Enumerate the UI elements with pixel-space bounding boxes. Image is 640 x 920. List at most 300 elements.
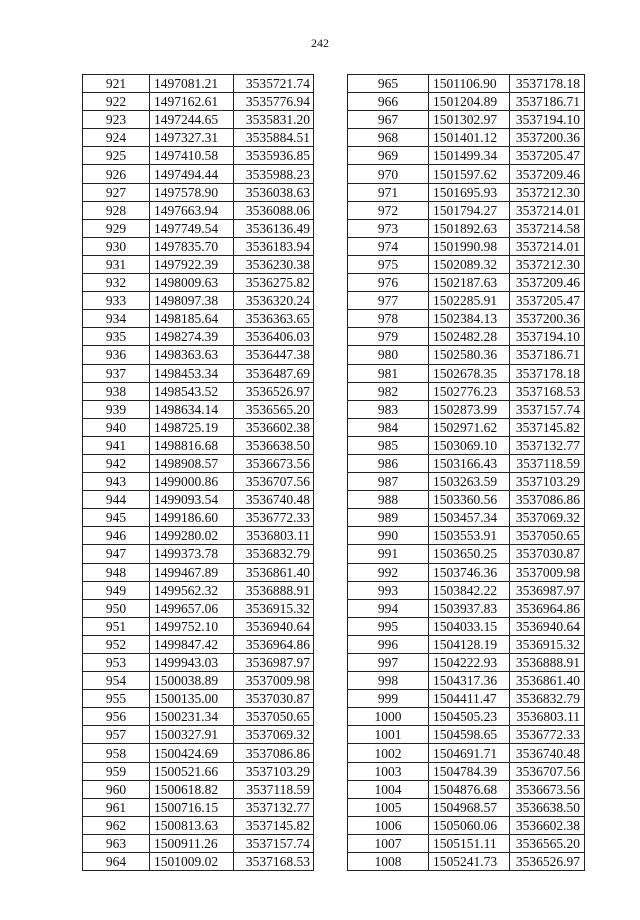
table-row xyxy=(348,219,585,237)
y-coordinate-cell: 3536673.56 xyxy=(234,454,314,472)
x-coordinate-cell: 1498634.14 xyxy=(150,400,234,418)
table-row xyxy=(348,237,585,255)
point-number-cell: 963 xyxy=(83,834,150,852)
x-coordinate-cell: 1498363.63 xyxy=(150,346,234,364)
x-coordinate-cell: 1498816.68 xyxy=(150,436,234,454)
y-coordinate-cell: 3537050.65 xyxy=(510,527,585,545)
point-number-cell: 1002 xyxy=(348,744,429,762)
point-number-cell: 996 xyxy=(348,635,429,653)
table-row xyxy=(348,690,585,708)
y-coordinate-cell: 3536183.94 xyxy=(234,237,314,255)
y-coordinate-cell: 3536707.56 xyxy=(234,473,314,491)
table-row xyxy=(83,581,314,599)
table-row xyxy=(83,527,314,545)
point-number-cell: 975 xyxy=(348,255,429,273)
point-number-cell: 997 xyxy=(348,654,429,672)
x-coordinate-cell: 1497835.70 xyxy=(150,237,234,255)
x-coordinate-cell: 1498908.57 xyxy=(150,454,234,472)
x-coordinate-cell: 1505060.06 xyxy=(429,816,510,834)
point-number-cell: 992 xyxy=(348,563,429,581)
point-number-cell: 949 xyxy=(83,581,150,599)
x-coordinate-cell: 1499186.60 xyxy=(150,509,234,527)
y-coordinate-cell: 3537069.32 xyxy=(234,726,314,744)
x-coordinate-cell: 1502285.91 xyxy=(429,292,510,310)
table-row xyxy=(83,454,314,472)
point-number-cell: 973 xyxy=(348,219,429,237)
page-number: 242 xyxy=(311,36,329,50)
x-coordinate-cell: 1502187.63 xyxy=(429,274,510,292)
point-number-cell: 948 xyxy=(83,563,150,581)
y-coordinate-cell: 3537086.86 xyxy=(234,744,314,762)
x-coordinate-cell: 1504598.65 xyxy=(429,726,510,744)
x-coordinate-cell: 1500231.34 xyxy=(150,708,234,726)
x-coordinate-cell: 1503746.36 xyxy=(429,563,510,581)
table-row xyxy=(83,545,314,563)
y-coordinate-cell: 3536447.38 xyxy=(234,346,314,364)
x-coordinate-cell: 1499943.03 xyxy=(150,654,234,672)
table-row xyxy=(83,129,314,147)
y-coordinate-cell: 3537194.10 xyxy=(510,111,585,129)
x-coordinate-cell: 1501204.89 xyxy=(429,93,510,111)
table-row xyxy=(83,690,314,708)
table-row xyxy=(83,509,314,527)
x-coordinate-cell: 1500813.63 xyxy=(150,816,234,834)
table-row xyxy=(348,418,585,436)
point-number-cell: 1000 xyxy=(348,708,429,726)
point-number-cell: 1003 xyxy=(348,762,429,780)
x-coordinate-cell: 1497749.54 xyxy=(150,219,234,237)
table-row xyxy=(348,129,585,147)
point-number-cell: 952 xyxy=(83,635,150,653)
point-number-cell: 946 xyxy=(83,527,150,545)
x-coordinate-cell: 1503166.43 xyxy=(429,454,510,472)
x-coordinate-cell: 1497922.39 xyxy=(150,255,234,273)
x-coordinate-cell: 1504317.36 xyxy=(429,672,510,690)
table-row xyxy=(83,364,314,382)
y-coordinate-cell: 3536940.64 xyxy=(234,617,314,635)
y-coordinate-cell: 3537050.65 xyxy=(234,708,314,726)
table-row xyxy=(348,798,585,816)
x-coordinate-cell: 1504222.93 xyxy=(429,654,510,672)
x-coordinate-cell: 1505151.11 xyxy=(429,834,510,852)
x-coordinate-cell: 1500135.00 xyxy=(150,690,234,708)
point-number-cell: 994 xyxy=(348,599,429,617)
point-number-cell: 989 xyxy=(348,509,429,527)
point-number-cell: 968 xyxy=(348,129,429,147)
point-number-cell: 945 xyxy=(83,509,150,527)
y-coordinate-cell: 3536406.03 xyxy=(234,328,314,346)
y-coordinate-cell: 3536803.11 xyxy=(510,708,585,726)
x-coordinate-cell: 1499093.54 xyxy=(150,491,234,509)
table-row xyxy=(348,454,585,472)
point-number-cell: 1004 xyxy=(348,780,429,798)
x-coordinate-cell: 1500618.82 xyxy=(150,780,234,798)
point-number-cell: 950 xyxy=(83,599,150,617)
x-coordinate-cell: 1503360.56 xyxy=(429,491,510,509)
y-coordinate-cell: 3536772.33 xyxy=(234,509,314,527)
point-number-cell: 995 xyxy=(348,617,429,635)
point-number-cell: 930 xyxy=(83,237,150,255)
y-coordinate-cell: 3537103.29 xyxy=(510,473,585,491)
table-row xyxy=(83,563,314,581)
point-number-cell: 1008 xyxy=(348,853,429,871)
y-coordinate-cell: 3536964.86 xyxy=(234,635,314,653)
x-coordinate-cell: 1502678.35 xyxy=(429,364,510,382)
point-number-cell: 981 xyxy=(348,364,429,382)
x-coordinate-cell: 1501401.12 xyxy=(429,129,510,147)
x-coordinate-cell: 1497578.90 xyxy=(150,183,234,201)
table-row xyxy=(348,581,585,599)
y-coordinate-cell: 3536888.91 xyxy=(510,654,585,672)
y-coordinate-cell: 3537200.36 xyxy=(510,310,585,328)
table-row xyxy=(348,617,585,635)
table-row xyxy=(348,75,585,93)
y-coordinate-cell: 3536136.49 xyxy=(234,219,314,237)
y-coordinate-cell: 3536487.69 xyxy=(234,364,314,382)
y-coordinate-cell: 3536987.97 xyxy=(234,654,314,672)
x-coordinate-cell: 1499373.78 xyxy=(150,545,234,563)
table-row xyxy=(83,93,314,111)
x-coordinate-cell: 1498725.19 xyxy=(150,418,234,436)
point-number-cell: 998 xyxy=(348,672,429,690)
table-row xyxy=(348,201,585,219)
y-coordinate-cell: 3537205.47 xyxy=(510,292,585,310)
point-number-cell: 944 xyxy=(83,491,150,509)
point-number-cell: 993 xyxy=(348,581,429,599)
point-number-cell: 933 xyxy=(83,292,150,310)
y-coordinate-cell: 3537186.71 xyxy=(510,93,585,111)
x-coordinate-cell: 1503457.34 xyxy=(429,509,510,527)
x-coordinate-cell: 1504128.19 xyxy=(429,635,510,653)
point-number-cell: 970 xyxy=(348,165,429,183)
table-row xyxy=(348,527,585,545)
y-coordinate-cell: 3537118.59 xyxy=(234,780,314,798)
y-coordinate-cell: 3536088.06 xyxy=(234,201,314,219)
point-number-cell: 982 xyxy=(348,382,429,400)
table-row xyxy=(83,292,314,310)
y-coordinate-cell: 3537069.32 xyxy=(510,509,585,527)
point-number-cell: 928 xyxy=(83,201,150,219)
point-number-cell: 986 xyxy=(348,454,429,472)
x-coordinate-cell: 1503263.59 xyxy=(429,473,510,491)
x-coordinate-cell: 1499752.10 xyxy=(150,617,234,635)
coordinate-table-right-body xyxy=(348,75,585,871)
point-number-cell: 936 xyxy=(83,346,150,364)
coordinate-table-right xyxy=(347,74,585,871)
x-coordinate-cell: 1499467.89 xyxy=(150,563,234,581)
point-number-cell: 978 xyxy=(348,310,429,328)
y-coordinate-cell: 3537186.71 xyxy=(510,346,585,364)
table-row xyxy=(83,75,314,93)
point-number-cell: 943 xyxy=(83,473,150,491)
y-coordinate-cell: 3536861.40 xyxy=(510,672,585,690)
x-coordinate-cell: 1497162.61 xyxy=(150,93,234,111)
y-coordinate-cell: 3537209.46 xyxy=(510,274,585,292)
table-row xyxy=(348,654,585,672)
x-coordinate-cell: 1501009.02 xyxy=(150,853,234,871)
table-row xyxy=(83,672,314,690)
y-coordinate-cell: 3536038.63 xyxy=(234,183,314,201)
point-number-cell: 959 xyxy=(83,762,150,780)
x-coordinate-cell: 1498453.34 xyxy=(150,364,234,382)
table-row xyxy=(83,654,314,672)
x-coordinate-cell: 1502873.99 xyxy=(429,400,510,418)
y-coordinate-cell: 3537209.46 xyxy=(510,165,585,183)
y-coordinate-cell: 3537178.18 xyxy=(510,75,585,93)
x-coordinate-cell: 1502776.23 xyxy=(429,382,510,400)
point-number-cell: 988 xyxy=(348,491,429,509)
x-coordinate-cell: 1499562.32 xyxy=(150,581,234,599)
y-coordinate-cell: 3536707.56 xyxy=(510,762,585,780)
x-coordinate-cell: 1501499.34 xyxy=(429,147,510,165)
x-coordinate-cell: 1503842.22 xyxy=(429,581,510,599)
point-number-cell: 957 xyxy=(83,726,150,744)
y-coordinate-cell: 3537118.59 xyxy=(510,454,585,472)
table-row xyxy=(348,635,585,653)
table-row xyxy=(83,617,314,635)
x-coordinate-cell: 1498009.63 xyxy=(150,274,234,292)
point-number-cell: 954 xyxy=(83,672,150,690)
point-number-cell: 942 xyxy=(83,454,150,472)
y-coordinate-cell: 3537205.47 xyxy=(510,147,585,165)
point-number-cell: 987 xyxy=(348,473,429,491)
table-row xyxy=(83,744,314,762)
x-coordinate-cell: 1503553.91 xyxy=(429,527,510,545)
x-coordinate-cell: 1501892.63 xyxy=(429,219,510,237)
y-coordinate-cell: 3537212.30 xyxy=(510,183,585,201)
point-number-cell: 977 xyxy=(348,292,429,310)
table-row xyxy=(348,509,585,527)
y-coordinate-cell: 3536673.56 xyxy=(510,780,585,798)
table-row xyxy=(83,310,314,328)
table-row xyxy=(83,237,314,255)
point-number-cell: 979 xyxy=(348,328,429,346)
point-number-cell: 980 xyxy=(348,346,429,364)
y-coordinate-cell: 3537132.77 xyxy=(510,436,585,454)
table-row xyxy=(83,473,314,491)
y-coordinate-cell: 3536565.20 xyxy=(510,834,585,852)
point-number-cell: 940 xyxy=(83,418,150,436)
y-coordinate-cell: 3537200.36 xyxy=(510,129,585,147)
y-coordinate-cell: 3536987.97 xyxy=(510,581,585,599)
x-coordinate-cell: 1499657.06 xyxy=(150,599,234,617)
x-coordinate-cell: 1499280.02 xyxy=(150,527,234,545)
point-number-cell: 927 xyxy=(83,183,150,201)
table-row xyxy=(348,563,585,581)
x-coordinate-cell: 1498274.39 xyxy=(150,328,234,346)
table-row xyxy=(83,418,314,436)
table-row xyxy=(83,599,314,617)
point-number-cell: 985 xyxy=(348,436,429,454)
table-row xyxy=(348,545,585,563)
x-coordinate-cell: 1498543.52 xyxy=(150,382,234,400)
point-number-cell: 929 xyxy=(83,219,150,237)
table-row xyxy=(348,762,585,780)
coordinate-table-left xyxy=(82,74,314,871)
x-coordinate-cell: 1500327.91 xyxy=(150,726,234,744)
table-row xyxy=(348,436,585,454)
point-number-cell: 958 xyxy=(83,744,150,762)
x-coordinate-cell: 1500424.69 xyxy=(150,744,234,762)
y-coordinate-cell: 3537030.87 xyxy=(510,545,585,563)
point-number-cell: 1001 xyxy=(348,726,429,744)
y-coordinate-cell: 3536832.79 xyxy=(510,690,585,708)
table-row xyxy=(348,147,585,165)
x-coordinate-cell: 1499000.86 xyxy=(150,473,234,491)
x-coordinate-cell: 1502580.36 xyxy=(429,346,510,364)
table-row xyxy=(83,798,314,816)
x-coordinate-cell: 1502971.62 xyxy=(429,418,510,436)
table-row xyxy=(348,816,585,834)
point-number-cell: 956 xyxy=(83,708,150,726)
y-coordinate-cell: 3535721.74 xyxy=(234,75,314,93)
point-number-cell: 955 xyxy=(83,690,150,708)
table-row xyxy=(348,726,585,744)
table-row xyxy=(348,708,585,726)
table-row xyxy=(348,274,585,292)
table-row xyxy=(83,780,314,798)
table-row xyxy=(83,219,314,237)
point-number-cell: 953 xyxy=(83,654,150,672)
table-row xyxy=(83,147,314,165)
y-coordinate-cell: 3537009.98 xyxy=(510,563,585,581)
point-number-cell: 971 xyxy=(348,183,429,201)
y-coordinate-cell: 3536888.91 xyxy=(234,581,314,599)
point-number-cell: 965 xyxy=(348,75,429,93)
y-coordinate-cell: 3537178.18 xyxy=(510,364,585,382)
table-row xyxy=(83,255,314,273)
x-coordinate-cell: 1504876.68 xyxy=(429,780,510,798)
point-number-cell: 937 xyxy=(83,364,150,382)
table-row xyxy=(348,834,585,852)
point-number-cell: 923 xyxy=(83,111,150,129)
x-coordinate-cell: 1499847.42 xyxy=(150,635,234,653)
x-coordinate-cell: 1497244.65 xyxy=(150,111,234,129)
x-coordinate-cell: 1504505.23 xyxy=(429,708,510,726)
table-row xyxy=(83,853,314,871)
y-coordinate-cell: 3537214.01 xyxy=(510,201,585,219)
x-coordinate-cell: 1501106.90 xyxy=(429,75,510,93)
y-coordinate-cell: 3537168.53 xyxy=(510,382,585,400)
point-number-cell: 922 xyxy=(83,93,150,111)
y-coordinate-cell: 3536740.48 xyxy=(234,491,314,509)
point-number-cell: 938 xyxy=(83,382,150,400)
table-row xyxy=(348,255,585,273)
x-coordinate-cell: 1497327.31 xyxy=(150,129,234,147)
y-coordinate-cell: 3536638.50 xyxy=(510,798,585,816)
y-coordinate-cell: 3537194.10 xyxy=(510,328,585,346)
point-number-cell: 990 xyxy=(348,527,429,545)
point-number-cell: 931 xyxy=(83,255,150,273)
y-coordinate-cell: 3536861.40 xyxy=(234,563,314,581)
table-row xyxy=(348,364,585,382)
x-coordinate-cell: 1503069.10 xyxy=(429,436,510,454)
x-coordinate-cell: 1504033.15 xyxy=(429,617,510,635)
table-row xyxy=(348,853,585,871)
x-coordinate-cell: 1500521.66 xyxy=(150,762,234,780)
table-row xyxy=(83,274,314,292)
y-coordinate-cell: 3536230.38 xyxy=(234,255,314,273)
table-row xyxy=(348,346,585,364)
y-coordinate-cell: 3537168.53 xyxy=(234,853,314,871)
x-coordinate-cell: 1497494.44 xyxy=(150,165,234,183)
table-row xyxy=(348,400,585,418)
x-coordinate-cell: 1500716.15 xyxy=(150,798,234,816)
y-coordinate-cell: 3536832.79 xyxy=(234,545,314,563)
point-number-cell: 983 xyxy=(348,400,429,418)
table-row xyxy=(348,491,585,509)
y-coordinate-cell: 3536940.64 xyxy=(510,617,585,635)
table-row xyxy=(348,111,585,129)
point-number-cell: 991 xyxy=(348,545,429,563)
table-row xyxy=(83,328,314,346)
y-coordinate-cell: 3537212.30 xyxy=(510,255,585,273)
point-number-cell: 1005 xyxy=(348,798,429,816)
y-coordinate-cell: 3537214.58 xyxy=(510,219,585,237)
y-coordinate-cell: 3536320.24 xyxy=(234,292,314,310)
point-number-cell: 972 xyxy=(348,201,429,219)
point-number-cell: 961 xyxy=(83,798,150,816)
y-coordinate-cell: 3537086.86 xyxy=(510,491,585,509)
table-row xyxy=(83,708,314,726)
y-coordinate-cell: 3536638.50 xyxy=(234,436,314,454)
x-coordinate-cell: 1501794.27 xyxy=(429,201,510,219)
x-coordinate-cell: 1500911.26 xyxy=(150,834,234,852)
table-row xyxy=(348,292,585,310)
table-row xyxy=(83,436,314,454)
table-row xyxy=(83,816,314,834)
x-coordinate-cell: 1497081.21 xyxy=(150,75,234,93)
x-coordinate-cell: 1502089.32 xyxy=(429,255,510,273)
point-number-cell: 932 xyxy=(83,274,150,292)
table-row xyxy=(348,310,585,328)
y-coordinate-cell: 3536915.32 xyxy=(510,635,585,653)
table-row xyxy=(348,780,585,798)
point-number-cell: 926 xyxy=(83,165,150,183)
table-row xyxy=(83,346,314,364)
x-coordinate-cell: 1504691.71 xyxy=(429,744,510,762)
y-coordinate-cell: 3537157.74 xyxy=(510,400,585,418)
point-number-cell: 984 xyxy=(348,418,429,436)
point-number-cell: 941 xyxy=(83,436,150,454)
x-coordinate-cell: 1504784.39 xyxy=(429,762,510,780)
point-number-cell: 969 xyxy=(348,147,429,165)
x-coordinate-cell: 1501597.62 xyxy=(429,165,510,183)
table-row xyxy=(83,183,314,201)
y-coordinate-cell: 3535988.23 xyxy=(234,165,314,183)
y-coordinate-cell: 3536915.32 xyxy=(234,599,314,617)
x-coordinate-cell: 1497663.94 xyxy=(150,201,234,219)
y-coordinate-cell: 3536772.33 xyxy=(510,726,585,744)
table-row xyxy=(83,762,314,780)
point-number-cell: 951 xyxy=(83,617,150,635)
x-coordinate-cell: 1502482.28 xyxy=(429,328,510,346)
x-coordinate-cell: 1503650.25 xyxy=(429,545,510,563)
point-number-cell: 935 xyxy=(83,328,150,346)
point-number-cell: 999 xyxy=(348,690,429,708)
y-coordinate-cell: 3537009.98 xyxy=(234,672,314,690)
x-coordinate-cell: 1500038.89 xyxy=(150,672,234,690)
table-row xyxy=(348,165,585,183)
table-row xyxy=(83,491,314,509)
table-row xyxy=(348,672,585,690)
y-coordinate-cell: 3537030.87 xyxy=(234,690,314,708)
point-number-cell: 964 xyxy=(83,853,150,871)
x-coordinate-cell: 1504968.57 xyxy=(429,798,510,816)
y-coordinate-cell: 3537214.01 xyxy=(510,237,585,255)
point-number-cell: 974 xyxy=(348,237,429,255)
point-number-cell: 966 xyxy=(348,93,429,111)
